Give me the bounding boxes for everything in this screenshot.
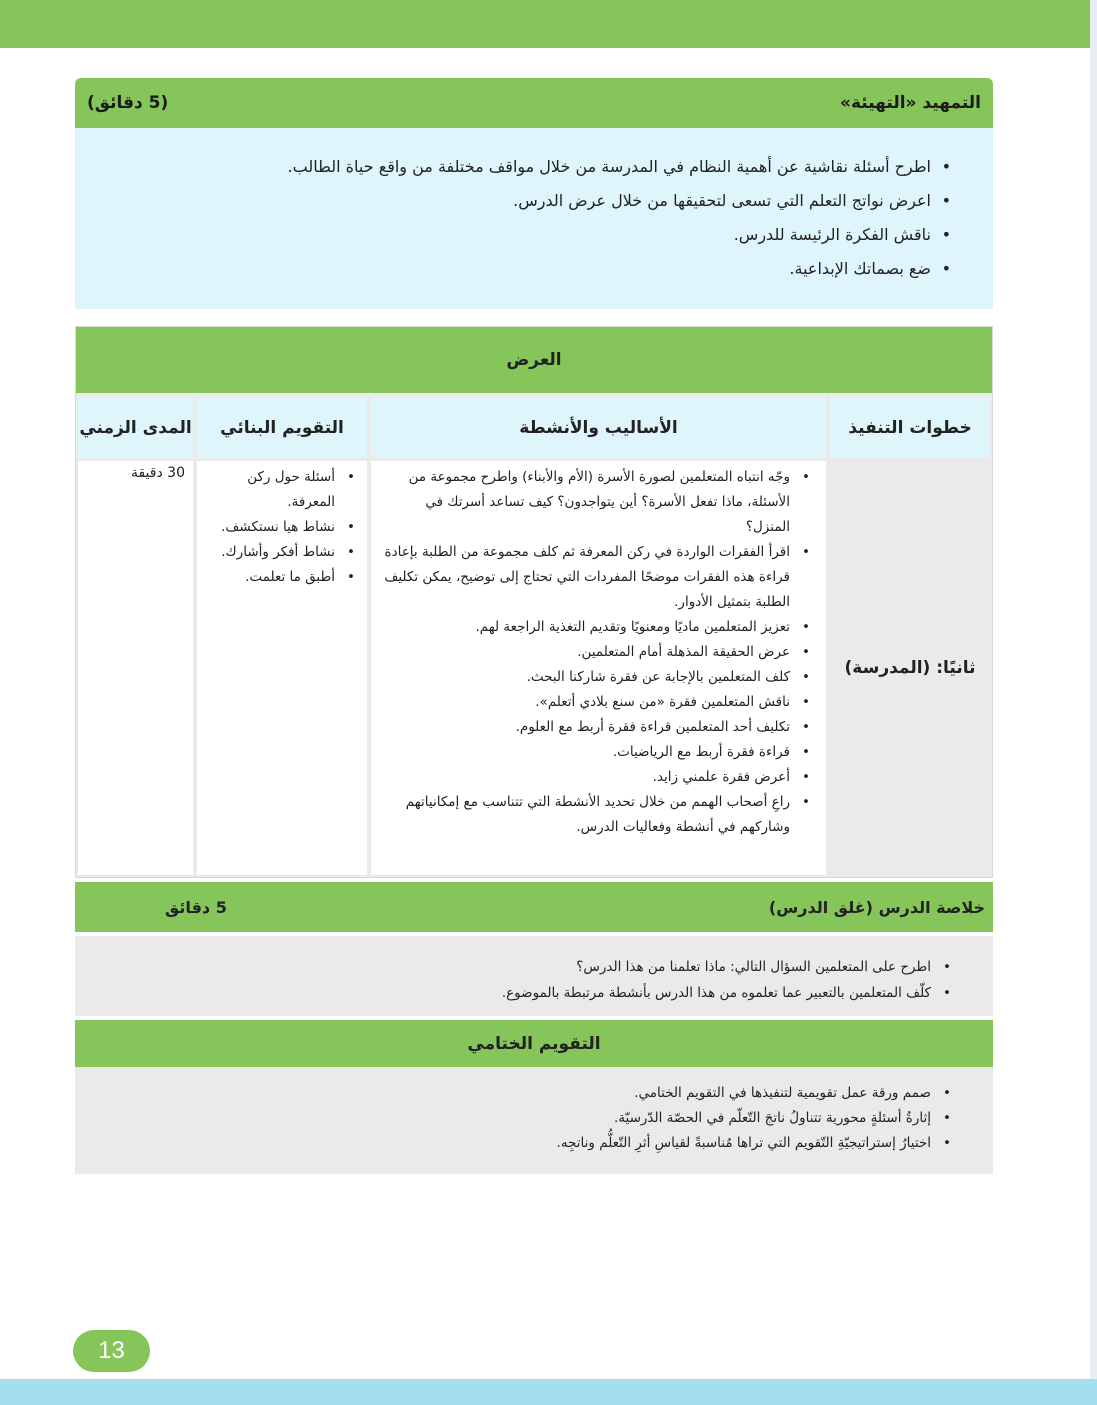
header-evaluation: التقويم البنائي [197,397,367,458]
final-evaluation-header: التقويم الختامي [75,1020,993,1067]
list-item: • ناقش المتعلمين فقرة «من سنع بلادي أتعلم». [381,690,790,715]
list-item: • أطبق ما تعلمت. [205,565,335,590]
top-banner [0,0,1090,48]
list-item: • تكليف أحد المتعلمين قراءة فقرة أربط مع العلوم. [381,715,790,740]
summary-title: خلاصة الدرس (غلق الدرس) [768,897,985,917]
list-item: • أعرض فقرة علمني زايد. [381,765,790,790]
list-item: • ضع بصماتك الإبداعية. [105,252,931,286]
list-item: • نشاط أفكر وأشارك. [205,540,335,565]
list-item: • قراءة فقرة أربط مع الرياضيات. [381,740,790,765]
list-item: • كلف المتعلمين بالإجابة عن فقرة شاركنا البحث. [381,665,790,690]
list-item: • اقرأ الفقرات الواردة في ركن المعرفة ثم كلف مجموعة من الطلبة بإعادة قراءة هذه الفقرات موضحًا المفردات التي تحتاج إلى توضيح، يمكن تكليف الطلبة بتمثيل الأدوار. [381,540,790,615]
intro-title: التمهيد «التهيئة» [840,93,981,113]
list-item: • صمم ورقة عمل تقويمية لتنفيذها في التقويم الختامي. [95,1081,931,1106]
list-item: • اطرح على المتعلمين السؤال التالي: ماذا تعلمنا من هذا الدرس؟ [95,954,931,980]
header-activities: الأساليب والأنشطة [371,397,826,458]
list-item: • اعرض نواتج التعلم التي تسعى لتحقيقها من خلال عرض الدرس. [105,184,931,218]
page-number: 13 [73,1330,150,1372]
header-time: المدى الزمني [78,397,193,458]
list-item: • إثارةُ أسئلةٍ محورية تتناولُ ناتجَ التّعلّم في الحصّة الدّرسيّة. [95,1106,931,1131]
summary-duration: 5 دقائق [165,897,227,917]
evaluation-cell [197,461,367,875]
activities-cell [371,461,826,875]
step-cell: ثانيًا: (المدرسة) [830,461,990,875]
header-steps: خطوات التنفيذ [830,397,990,458]
list-item: • راعِ أصحاب الهمم من خلال تحديد الأنشطة التي تتناسب مع إمكانياتهم وشاركهم في أنشطة وفعاليات الدرس. [381,790,790,840]
list-item: • كلّف المتعلمين بالتعبير عما تعلموه من هذا الدرس بأنشطة مرتبطة بالموضوع. [95,980,931,1006]
intro-body [75,128,993,309]
list-item: • تعزيز المتعلمين ماديًا ومعنويًا وتقديم التغذية الراجعة لهم. [381,615,790,640]
list-item: • وجّه انتباه المتعلمين لصورة الأسرة (الأم والأبناء) واطرح مجموعة من الأسئلة، ماذا تفعل الأسرة؟ أين يتواجدون؟ كيف تساعد أسرتك في المنزل؟ [381,465,790,540]
list-item: • اختيارُ إستراتيجيّةِ التّقويم التي تراها مُناسبةً لقياسِ أثرِ التّعلُّم وناتجِه. [95,1131,931,1156]
presentation-table [75,326,993,878]
time-cell: 30 دقيقة [78,461,193,875]
final-evaluation-body [75,1067,993,1174]
list-item: • نشاط هيا نستكشف. [205,515,335,540]
list-item: • ناقش الفكرة الرئيسة للدرس. [105,218,931,252]
page-edge [1090,0,1097,1405]
intro-duration: (5 دقائق) [87,93,169,113]
list-item: • عرض الحقيقة المذهلة أمام المتعلمين. [381,640,790,665]
summary-header [75,882,993,932]
presentation-title: العرض [76,327,992,393]
bottom-banner [0,1379,1097,1405]
list-item: • اطرح أسئلة نقاشية عن أهمية النظام في المدرسة من خلال مواقف مختلفة من واقع حياة الطالب. [105,150,931,184]
intro-header [75,78,993,128]
summary-body [75,936,993,1016]
list-item: • أسئلة حول ركن المعرفة. [205,465,335,515]
